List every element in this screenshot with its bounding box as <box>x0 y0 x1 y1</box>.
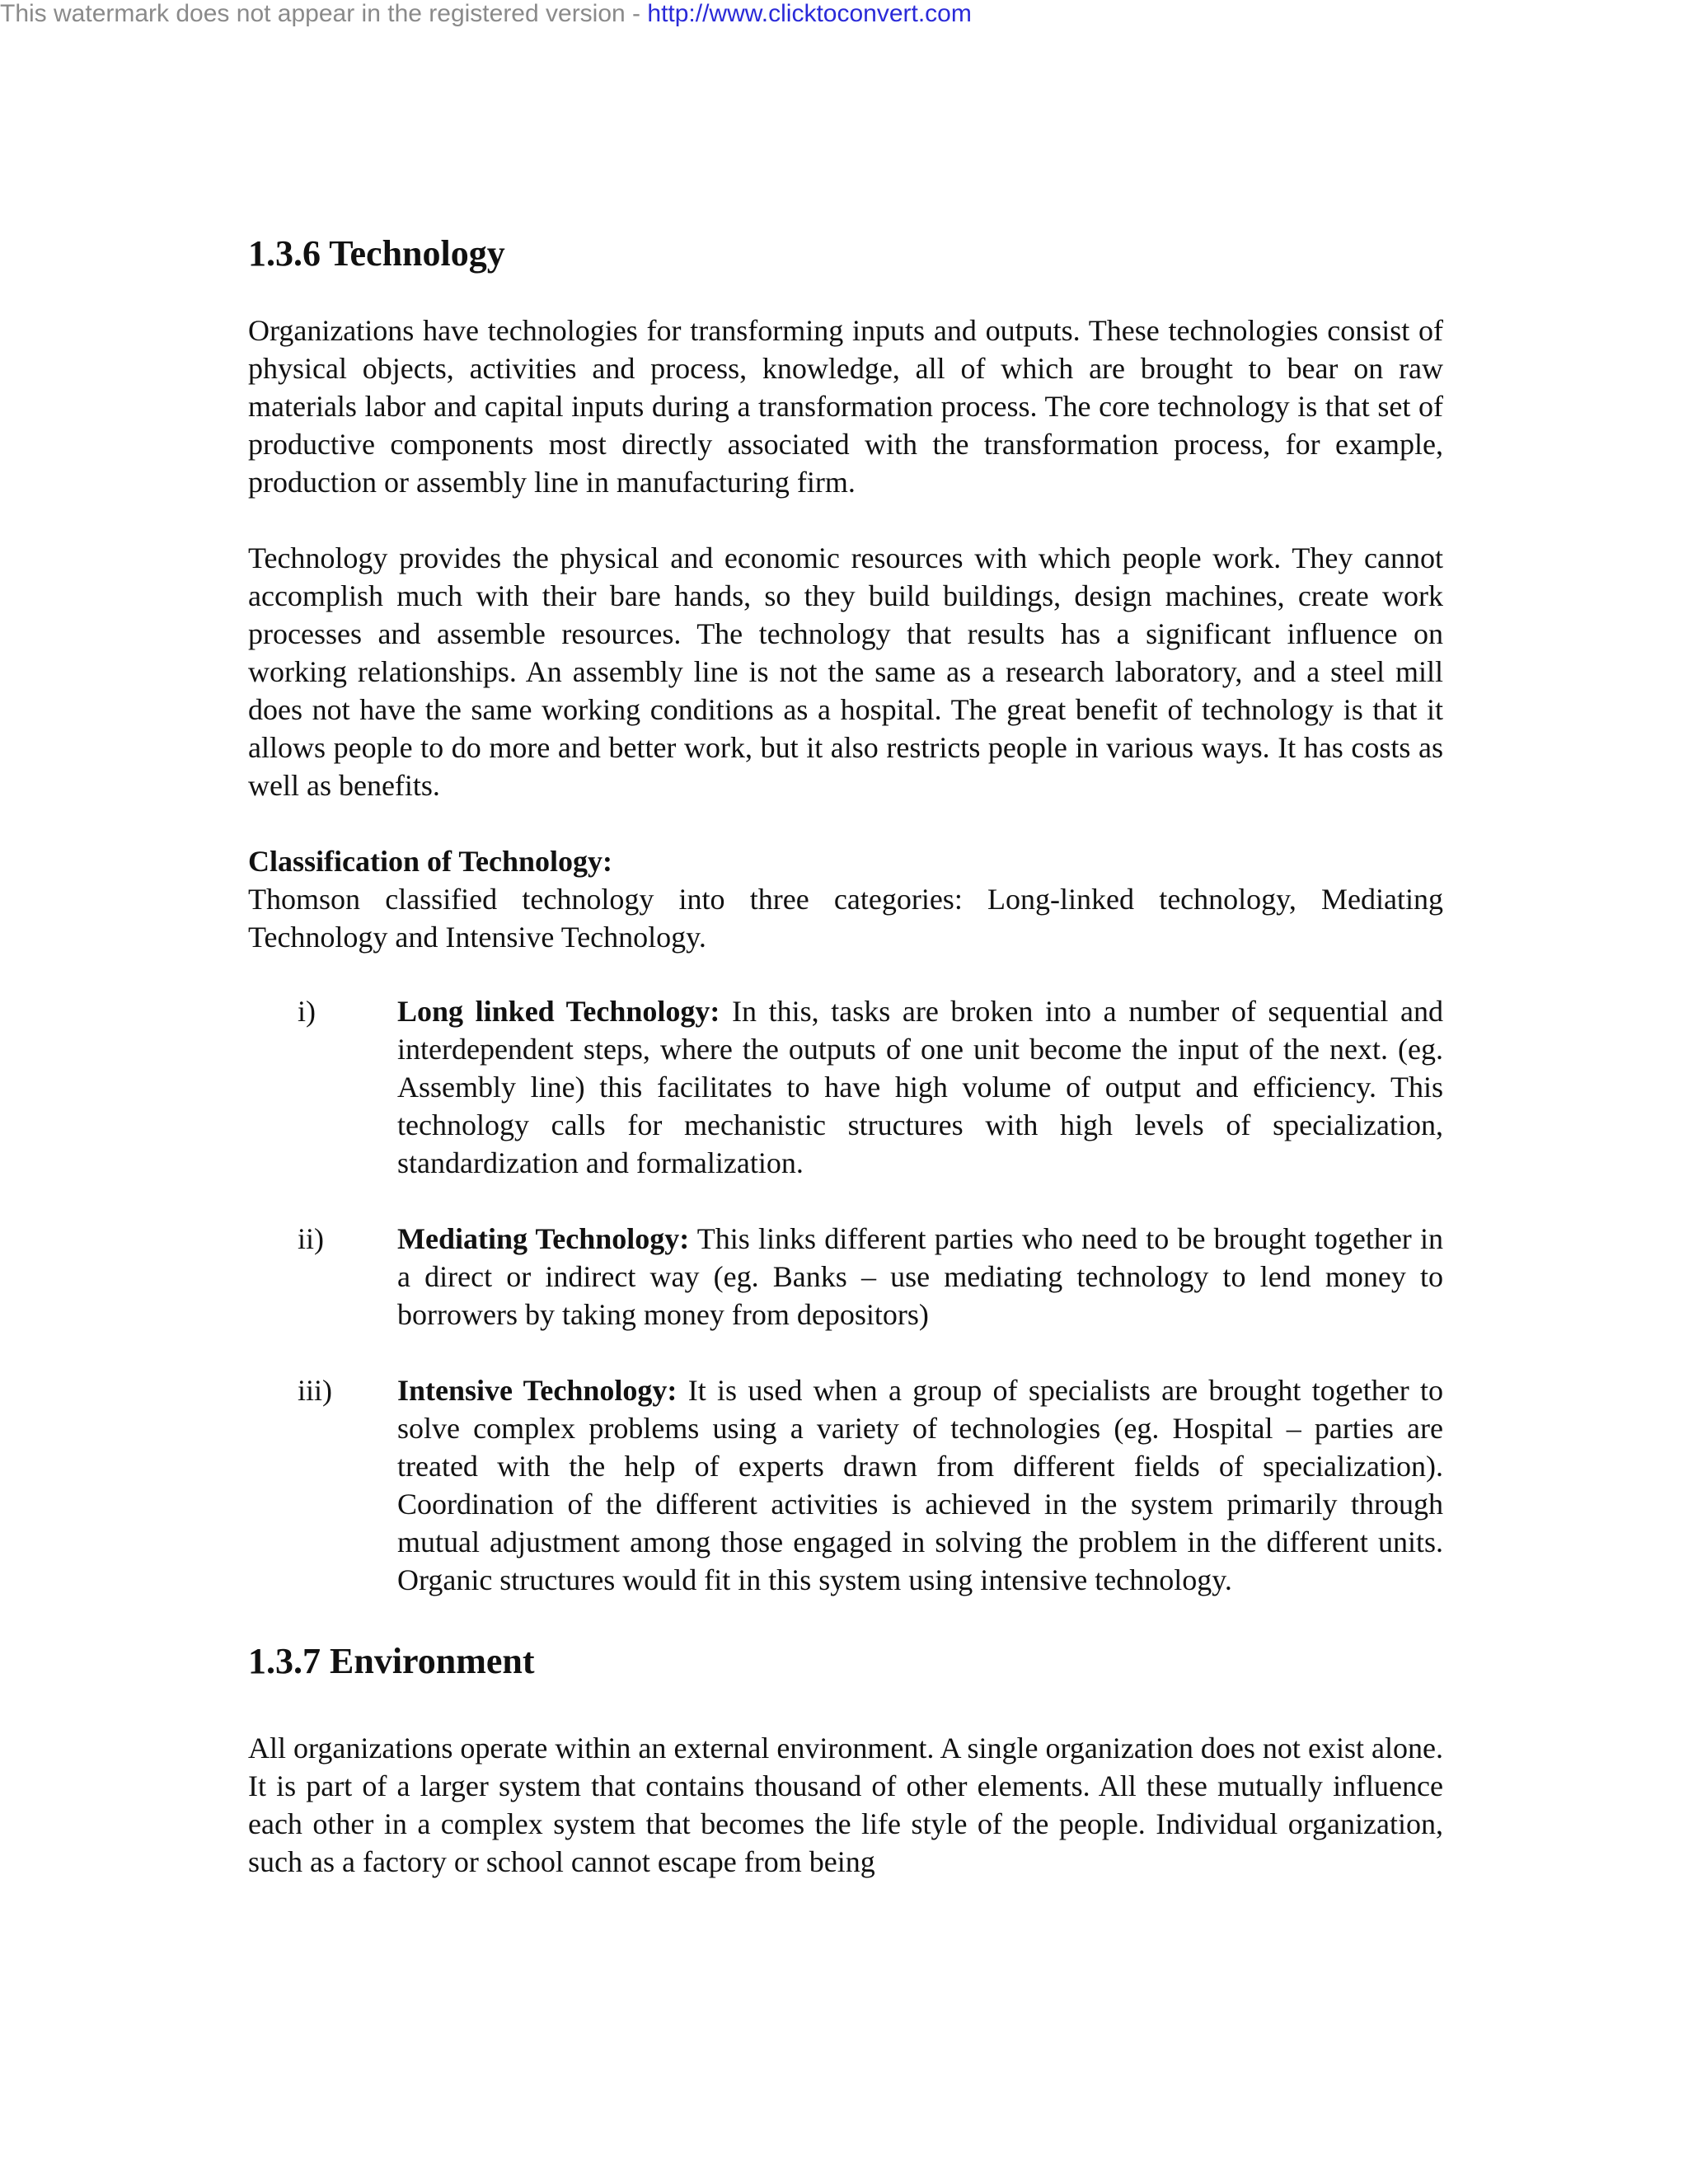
document-page <box>248 223 1443 1881</box>
list-item-term: Mediating Technology: <box>397 1222 690 1255</box>
list-item-text: It is used when a group of specialists are brought together to solve complex problems using a variety of technologies (eg. Hospital – parties are treated with the help of experts drawn from different fields of specialization). Coordination of the different activities is achieved in the system primarily through mutual adjustment among those engaged in solving the problem in the different units. Organic structures would fit in this system using intensive technology. <box>397 1374 1444 1596</box>
watermark-text: This watermark does not appear in the registered version - <box>0 0 648 27</box>
technology-types-list <box>248 992 1443 1599</box>
list-item-term: Long linked Technology: <box>397 995 720 1028</box>
classification-intro: Thomson classified technology into three categories: Long-linked technology, Mediating Technology and Intensive Technology. <box>248 883 1443 954</box>
list-item-body <box>397 1220 1443 1333</box>
list-item <box>248 1220 1443 1333</box>
paragraph-technology-resources: Technology provides the physical and economic resources with which people work. They cannot accomplish much with their bare hands, so they build buildings, design machines, create work processes and assemble resources. The technology that results has a significant influence on working relationships. An assembly line is not the same as a research laboratory, and a steel mill does not have the same working conditions as a hospital. The great benefit of technology is that it allows people to do more and better work, but it also restricts people in various ways. It has costs as well as benefits. <box>248 541 1443 802</box>
list-item <box>248 992 1443 1182</box>
list-item <box>248 1371 1443 1599</box>
list-item-body <box>397 992 1443 1182</box>
section-heading-environment: 1.3.7 Environment <box>248 1641 535 1681</box>
watermark-banner <box>0 0 972 28</box>
list-item-number: iii) <box>298 1374 332 1407</box>
list-item-term: Intensive Technology: <box>397 1374 678 1407</box>
section-heading-technology: 1.3.6 Technology <box>248 233 505 274</box>
list-item-text: This links different parties who need to be brought together in a direct or indirect way (eg. Banks – use mediating technology to lend money to borrowers by taking money from depositors) <box>397 1222 1443 1331</box>
classification-heading: Classification of Technology: <box>248 845 613 878</box>
list-item-text: In this, tasks are broken into a number of sequential and interdependent steps, where the outputs of one unit become the input of the next. (eg. Assembly line) this facilitates to have high volume of output and efficiency. This technology calls for mechanistic structures with high levels of specialization, standardization and formalization. <box>397 995 1443 1179</box>
watermark-link[interactable]: http://www.clicktoconvert.com <box>647 0 972 27</box>
paragraph-environment: All organizations operate within an external environment. A single organization does not exist alone. It is part of a larger system that contains thousand of other elements. All these mutually influence each other in a complex system that becomes the life style of the people. Individual organization, such as a factory or school cannot escape from being <box>248 1732 1443 1878</box>
classification-block <box>248 842 1443 956</box>
paragraph-technology-intro: Organizations have technologies for transforming inputs and outputs. These technologies consist of physical objects, activities and process, knowledge, all of which are brought to bear on raw materials labor and capital inputs during a transformation process. The core technology is that set of productive components most directly associated with the transformation process, for example, production or assembly line in manufacturing firm. <box>248 314 1443 499</box>
list-item-body <box>397 1371 1443 1599</box>
list-item-number: i) <box>298 995 316 1028</box>
list-item-number: ii) <box>298 1222 324 1255</box>
